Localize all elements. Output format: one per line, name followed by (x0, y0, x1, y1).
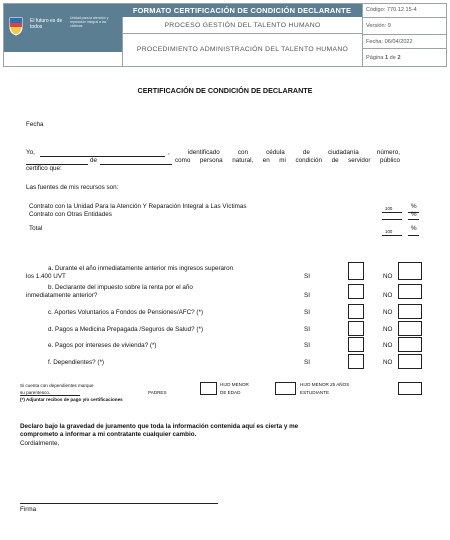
hijo-25-label-2: ESTUDIANTE (300, 390, 330, 395)
padres-label: PADRES (148, 390, 167, 395)
hijo-25-label-1: HIJO MENOR 25 AÑOS (300, 382, 350, 387)
hijo-menor-label-2: DE EDAD (220, 390, 241, 395)
padres-checkbox[interactable] (200, 382, 217, 395)
total-label: Total (29, 225, 43, 232)
question-e-no-checkbox[interactable] (398, 337, 422, 352)
pct-field-total[interactable] (382, 235, 402, 236)
question-a-line2: los 1.400 UVT (26, 273, 66, 280)
question-b-no-label: NO (383, 292, 393, 299)
question-f-si-label: SI (304, 359, 310, 366)
pct-underline-total (408, 235, 419, 236)
certifico-text: certifico que: (26, 165, 62, 172)
dependents-intro-line1: Si cuenta con dependientes marque (20, 383, 94, 388)
question-d-si-checkbox[interactable] (348, 321, 364, 336)
logo-brand: El futuro es de todos (30, 18, 63, 30)
page-indicator: Página 1 de 2 (362, 48, 446, 66)
question-d-no-checkbox[interactable] (398, 321, 422, 336)
question-e-text: e. Pagos por intereses de vivienda? (*) (48, 342, 157, 349)
question-b-si-label: SI (304, 292, 310, 299)
name-field[interactable] (40, 156, 165, 157)
fecha-label: Fecha (26, 121, 44, 128)
question-e-no-label: NO (383, 342, 393, 349)
logo-block (4, 4, 122, 52)
firma-label: Firma (20, 506, 37, 513)
question-f-no-checkbox[interactable] (398, 354, 422, 369)
como-text: como persona natural, en mi condición de servidor público (175, 157, 400, 164)
declaration-line1: Declaro bajo la gravedad de juramento que toda la información contenida aquí es cierta y me (20, 423, 299, 430)
question-c-no-checkbox[interactable] (398, 304, 422, 319)
pct-field-unidad[interactable] (382, 212, 402, 213)
pct-field-otras[interactable] (382, 219, 402, 220)
question-c-si-checkbox[interactable] (348, 304, 364, 319)
question-e-si-label: SI (304, 342, 310, 349)
question-a-no-label: NO (383, 273, 393, 280)
question-d-si-label: SI (304, 326, 310, 333)
pct-sign-total: % (411, 225, 417, 232)
document-header (3, 3, 447, 67)
dependents-intro-line2: su parentesco. (20, 390, 51, 395)
pct-value-unidad: 100 (385, 206, 393, 211)
question-e-si-checkbox[interactable] (348, 337, 364, 352)
question-a-line1: a. Durante el año inmediatamente anterior mis ingresos superaron (48, 265, 234, 272)
form-title: FORMATO CERTIFICACIÓN DE CONDICIÓN DECLARANTE (122, 4, 362, 17)
question-f-si-checkbox[interactable] (348, 354, 364, 369)
coat-of-arms-icon (8, 16, 24, 36)
question-a-no-checkbox[interactable] (398, 262, 422, 280)
question-d-no-label: NO (383, 326, 393, 333)
question-c-text: c. Aportes Voluntarios a Fondos de Pensiones/AFC? (*) (48, 309, 204, 316)
pct-value-total: 100 (385, 229, 393, 234)
signature-line[interactable] (20, 503, 218, 504)
fuentes-heading: Las fuentes de mis recursos son: (26, 184, 119, 191)
question-c-si-label: SI (304, 309, 310, 316)
contrato-unidad-label: Contrato con la Unidad Para la Atención Y Reparación Integral a Las Víctimas (29, 203, 247, 210)
question-b-line1: b. Declarante del impuesto sobre la renta por el año (48, 284, 193, 291)
pct-underline-unidad (408, 212, 419, 213)
question-f-no-label: NO (383, 359, 393, 366)
question-c-no-label: NO (383, 309, 393, 316)
pct-sign-otras: % (411, 211, 417, 218)
identificado-text: , identificado con cédula de ciudadanía número, (168, 149, 400, 156)
document-version: Versión: 9 (362, 17, 446, 34)
question-b-no-checkbox[interactable] (398, 284, 422, 299)
cordialmente-text: Cordialmente, (20, 440, 60, 447)
declaration-line2: comprometo a informar a mi contratante cualquier cambio. (20, 431, 197, 438)
document-code: Código: 770.12.15-4 (362, 4, 446, 17)
question-b-line2: inmediatamente anterior? (26, 292, 98, 299)
pct-underline-otras (408, 219, 419, 220)
question-d-text: d. Pagos a Medicina Prepagada /Seguros de Salud? (*) (48, 326, 204, 333)
hijo-25-checkbox[interactable] (398, 382, 422, 395)
yo-label: Yo, (26, 149, 35, 156)
document-date: Fecha: 06/04/2022 (362, 34, 446, 48)
contrato-otras-label: Contrato con Otras Entidades (29, 211, 112, 218)
document-title: CERTIFICACIÓN DE CONDICIÓN DE DECLARANTE (137, 86, 313, 95)
dependents-underline (20, 395, 80, 396)
procedure-name: PROCEDIMIENTO ADMINISTRACIÓN DEL TALENTO HUMANO (122, 34, 362, 66)
question-f-text: f. Dependientes? (*) (48, 359, 105, 366)
question-b-si-checkbox[interactable] (348, 284, 364, 299)
question-a-si-checkbox[interactable] (348, 262, 364, 280)
hijo-menor-label-1: HIJO MENOR (220, 382, 249, 387)
de-label: de (90, 157, 98, 164)
question-a-si-label: SI (304, 273, 310, 280)
hijo-menor-checkbox[interactable] (275, 382, 296, 395)
process-name: PROCESO GESTIÓN DEL TALENTO HUMANO (122, 17, 362, 34)
attachments-note: (*) Adjuntar recibos de pago y/o certificaciones (20, 397, 123, 402)
id-city-field[interactable] (100, 164, 172, 165)
pct-sign-unidad: % (411, 203, 417, 210)
logo-subtitle: Unidad para la atención y reparación integral a las víctimas (70, 16, 109, 28)
